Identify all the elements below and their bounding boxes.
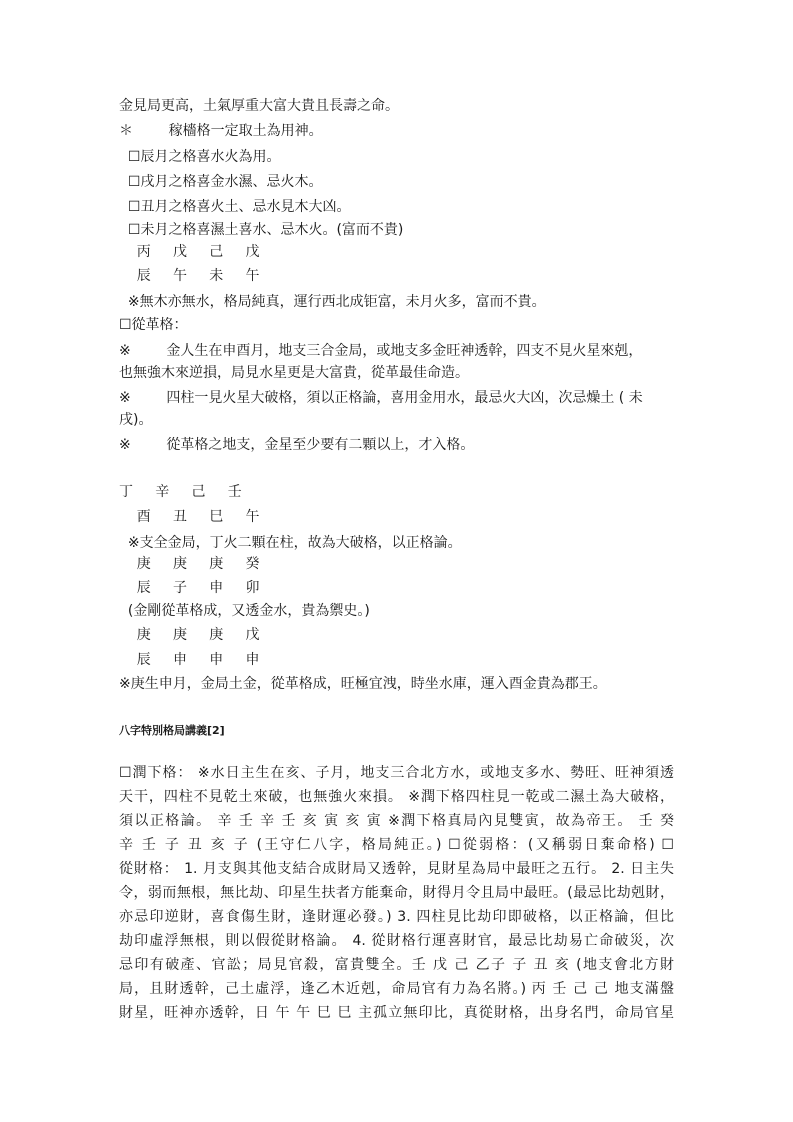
note-line: ※庚生申月，金局土金，從革格成，旺極宜洩，時坐水庫，運入酉金貴為郡王。 [119,676,607,692]
chart-pillars-branches: 辰 子 申 卯 [119,580,260,596]
checkbox-item: ☐辰月之格喜水火為用。 [119,149,281,165]
chart-pillars-stems: 庚 庚 庚 癸 [119,556,260,572]
note-line: ※支全金局，丁火二顆在柱，故為大破格，以正格論。 [119,535,462,551]
text-line: ＊ 稼檣格一定取土為用神。 [119,123,323,139]
paragraph-line: 令，弱而無根，無比劫、印星生扶者方能棄命，財得月令且局中最旺。(最忌比劫剋財， [119,885,674,901]
text-line: ※ 金人生在申酉月，地支三合金局，或地支多金旺神透幹，四支不見火星來剋， [119,343,643,359]
paragraph-line: 局，且財透幹，己土虛浮，逢乙木近剋，命局官有力為名將。) 丙 壬 己 己 地支滿盤 [119,981,674,997]
text-line: ※ 四柱一見火星大破格，須以正格論，喜用金用水，最忌火大凶，次忌燥土 ( 未 [119,390,643,406]
text-line: 也無強木來逆損，局見水星更是大富貴，從革最佳命造。 [119,365,469,381]
chart-pillars-branches: 酉 丑 巳 午 [119,509,260,525]
paragraph-line: 忌印有破產、官訟；局見官殺，富貴雙全。壬 戊 己 乙子 子 丑 亥 (地支會北方財 [119,957,674,973]
paragraph-line: 從財格： 1. 月支與其他支結合成財局又透幹，見財星為局中最旺之五行。 2. 日主失 [119,861,674,877]
checkbox-item: ☐戌月之格喜金水濕、忌火木。 [119,174,323,190]
text-line: ※ 從革格之地支，金星至少要有二顆以上，才入格。 [119,437,475,453]
text-line: 戌)。 [119,412,153,428]
paragraph-line: 亦忌印逆財，喜食傷生財，逢財運必發。) 3. 四柱見比劫印即破格，以正格論，但比 [119,909,674,925]
paragraph-line: 天干，四柱不見乾土來破，也無強火來損。 ※潤下格四柱見一乾或二濕土為大破格， [119,789,674,805]
paragraph-line: 辛 壬 子 丑 亥 子 (王守仁八字，格局純正。) ☐從弱格：(又稱弱日棄命格) ☐ [119,837,674,853]
article-heading: 八字特別格局講義[2] [119,724,225,737]
section-heading: ☐從革格： [119,317,188,333]
note-line: ※無木亦無水，格局純真，運行西北成钜富，未月火多，富而不貴。 [119,294,546,310]
checkbox-item: ☐丑月之格喜火土、忌水見木大凶。 [119,199,351,215]
text-line: 金見局更高，土氣厚重大富大貴且長壽之命。 [119,98,399,114]
checkbox-item: ☐未月之格喜濕土喜水、忌木火。(富而不貴) [119,222,404,238]
paragraph-line: ☐潤下格： ※水日主生在亥、子月，地支三合北方水，或地支多水、勢旺、旺神須透 [119,765,674,781]
chart-pillars-branches: 辰 午 未 午 [119,268,260,284]
paragraph-line: 須以正格論。 辛 壬 辛 壬 亥 寅 亥 寅 ※潤下格真局內見雙寅，故為帝王。 壬 癸 [119,813,674,829]
chart-pillars-branches: 辰 申 申 申 [119,652,260,668]
paragraph-line: 劫印虛浮無根，則以假從財格論。 4. 從財格行運喜財官，最忌比劫易亡命破災，次 [119,933,674,949]
note-line: (金剛從革格成，又透金水，貴為禦史。) [119,603,370,619]
chart-pillars-stems: 丙 戊 己 戊 [119,244,260,260]
chart-pillars-stems: 庚 庚 庚 戊 [119,627,260,643]
paragraph-line: 財星，旺神亦透幹，日 午 午 巳 巳 主孤立無印比，真從財格，出身名門，命局官星 [119,1005,674,1021]
chart-pillars-stems: 丁 辛 己 壬 [119,484,242,500]
